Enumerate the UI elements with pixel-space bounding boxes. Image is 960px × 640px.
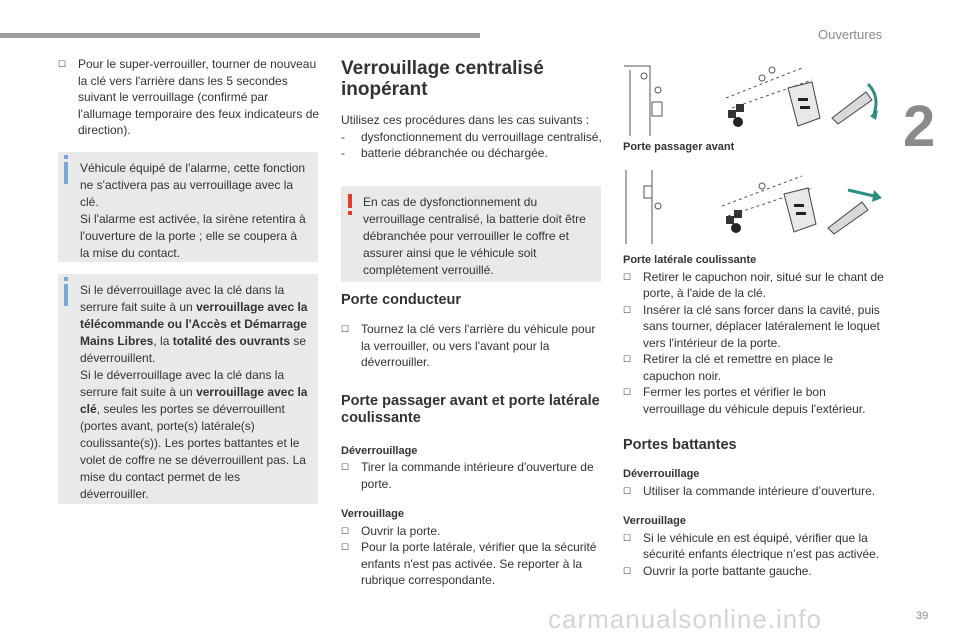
section-title: Ouvertures: [818, 27, 883, 42]
page-number: 39: [916, 610, 929, 622]
info-icon-bar: [64, 162, 68, 184]
checkbox-icon: ☐: [623, 354, 632, 364]
checkbox-icon: ☐: [341, 462, 350, 472]
checkbox-icon: ☐: [341, 525, 350, 536]
header-rule: [0, 33, 480, 38]
caption-sliding-door: Porte latérale coulissante: [623, 254, 757, 266]
warning-icon-dot: [348, 211, 352, 215]
col3-steps: Porte latérale coulissante ☐ Retirer le capuchon noir, situé sur le chant de porte, à l'aide de la clé. ☐ Insérer la clé sans forcer dans la cavité, puis sans tourner, déplacer latéralement le loquet vers l'intérieur de la porte. ☐ Retirer la clé et remettre en place le capuchon noir. ☐ Fermer les portes et vérifier le bon verrouillage du véhicule depuis l'extérieur. Portes battantes Déverrouillage ☐ Utiliser la commande intérieure d’ouverture. Verrouillage ☐ Si le véhicule en est équipé, vérifier que la sécurité enfants électrique n’est pas activée. ☐ Ouvrir la porte battante gauche.: [623, 254, 884, 578]
illustration-sliding-door: [622, 166, 884, 246]
col2: Verrouillage centralisé inopérant Utilisez ces procédures dans les cas suivants : - dysfonctionnement du verrouillage centralisé, - batterie débranchée ou déchargée.: [341, 58, 602, 160]
col2-lower: Porte conducteur ☐ Tournez la clé vers l'arrière du véhicule pour la verrouiller, ou vers l'avant pour la déverrouiller. Porte passager avant et porte latérale coulissante Déverrouillage ☐ Tirer la commande intérieure d'ouverture de porte. Verrouillage ☐ Ouvrir la porte. ☐ Pour la porte latérale, vérifier que la sécurité enfants n'est pas activée. Se reporter à la rubrique correspondante.: [341, 292, 603, 589]
info-icon: [64, 155, 68, 159]
warning-box: En cas de dysfonctionnement du verrouillage centralisé, la batterie doit être débranchée pour verrouiller le coffre et assurer ainsi que le véhicule soit complètement verrouillé.: [341, 186, 601, 282]
heading-passenger-door: Porte passager avant et porte latérale coulissante: [341, 392, 600, 426]
checkbox-icon: ☐: [623, 271, 632, 282]
col1-bullet: ☐ Pour le super-verrouiller, tourner de nouveau la clé vers l'arrière dans les 5 secondes suivant le verrouillage (confirmé par l'allumage temporaire des feux indicateurs de direction).: [58, 57, 320, 137]
checkbox-icon: ☐: [623, 387, 632, 397]
heading-driver-door: Porte conducteur: [341, 292, 462, 308]
checkbox-icon: ☐: [623, 304, 632, 315]
warning-icon: [348, 194, 352, 208]
checkbox-icon: ☐: [341, 542, 350, 552]
checkbox-icon: ☐: [623, 565, 632, 576]
chapter-number: 2: [903, 94, 936, 159]
page-heading: Verrouillage centralisé inopérant: [341, 58, 544, 100]
watermark: carmanualsonline.info: [548, 604, 822, 634]
checkbox-icon: ☐: [623, 532, 632, 543]
info-icon: [64, 277, 68, 281]
caption-front-passenger-door: Porte passager avant: [623, 141, 735, 153]
illustration-front-passenger-door: [622, 58, 884, 138]
checkbox-icon: ☐: [341, 324, 350, 334]
info-box-alarm: Véhicule équipé de l'alarme, cette fonction ne s'activera pas au verrouillage avec la clé. Si l'alarme est activée, la sirène retentira à l'ouverture de la porte ; elle se coupera à la mise du contact.: [58, 152, 318, 262]
info-icon-bar: [64, 284, 68, 306]
checkbox-icon: ☐: [58, 59, 67, 69]
info-box-unlock: Si le déverrouillage avec la clé dans la serrure fait suite à un verrouillage avec la télécommande ou l'Accès et Démarrage Mains Libres, la totalité des ouvrants se déverrouillent. Si le déverrouillage avec la clé dans la serrure fait suite à un verrouillage avec la clé, seules les portes se déverrouillent (portes avant, porte(s) latérale(s) coulissante(s)). Les portes battantes et le volet de coffre ne se déverrouillent pas. La mise du contact permet de les déverrouiller.: [58, 274, 318, 504]
checkbox-icon: ☐: [623, 485, 632, 496]
heading-swing-doors: Portes battantes: [623, 437, 737, 453]
